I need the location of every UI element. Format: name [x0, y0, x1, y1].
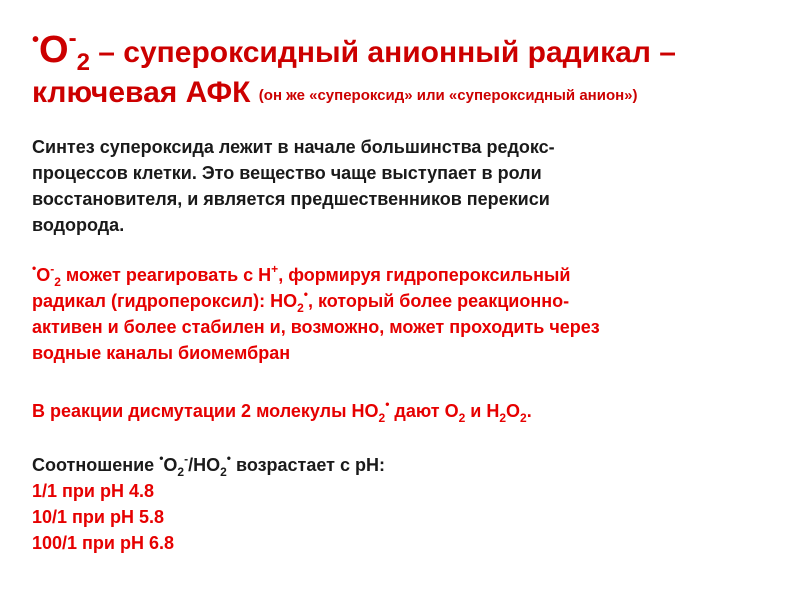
ratio-oxygen: O	[163, 455, 178, 475]
title-line2-text: ключевая АФК	[32, 76, 251, 109]
title-line-2	[32, 73, 772, 116]
p3-sub-2: 2	[458, 411, 466, 425]
paragraph-dismutation	[32, 398, 752, 424]
ratio-row: 100/1 при pH 6.8	[32, 533, 174, 553]
p2-line-2	[32, 288, 752, 314]
radical-dot: •	[226, 451, 231, 465]
p2-plus: +	[271, 262, 279, 276]
ratio-text-b: возрастает с рН:	[231, 455, 385, 475]
p3-text-c: и Н	[465, 401, 500, 421]
ratio-heading	[32, 452, 752, 478]
radical-dot: •	[32, 29, 40, 51]
p1-line-1: Синтез супероксида лежит в начале большинства редокс-	[32, 137, 555, 157]
slide-title	[32, 25, 772, 116]
p2-sub: 2	[54, 275, 61, 289]
ratio-row: 10/1 при pH 5.8	[32, 507, 164, 527]
paragraph-hydroperoxyl	[32, 262, 752, 366]
ratio-sub-2: 2	[220, 465, 227, 479]
title-line-1	[32, 25, 772, 76]
p3-text-d: О	[506, 401, 521, 421]
p2-text-b: , формируя гидропероксильный	[278, 265, 571, 285]
radical-dot: •	[32, 261, 37, 275]
title-note: (он же «супероксид» или «супероксидный анион»)	[258, 87, 638, 104]
p1-line-2: процессов клетки. Это вещество чаще выступает в роли	[32, 163, 542, 183]
ratio-row: 1/1 при pH 4.8	[32, 481, 154, 501]
p3-text-e: .	[526, 401, 532, 421]
ratio-slash: /HO	[188, 455, 221, 475]
p3-text-a: В реакции дисмутации 2 молекулы НО	[32, 401, 379, 421]
p3-sub-1: 2	[378, 411, 386, 425]
p2-text-d: , который более реакционно-	[307, 291, 570, 311]
p2-oxygen: O	[36, 265, 51, 285]
p2-text-c: радикал (гидропероксил): НО	[32, 291, 298, 311]
p2-sub-2: 2	[297, 301, 304, 315]
p1-line-3: восстановителя, и является предшественников перекиси	[32, 189, 550, 209]
ratio-text-a: Соотношение	[32, 455, 160, 475]
title-line1-text: – супероксидный анионный радикал –	[89, 36, 676, 69]
radical-dot: •	[385, 397, 390, 411]
p2-line-3: активен и более стабилен и, возможно, может проходить через	[32, 317, 600, 337]
ratio-minus: -	[184, 452, 189, 466]
radical-dot: •	[303, 287, 308, 301]
p3-text-b: дают О	[389, 401, 459, 421]
title-minus: -	[68, 25, 77, 52]
title-subscript-2: 2	[76, 49, 90, 76]
paragraph-superoxide-synthesis	[32, 134, 752, 238]
p2-line-1	[32, 262, 752, 288]
p2-text-a: может реагировать с Н	[60, 265, 272, 285]
p2-minus: -	[50, 262, 55, 276]
p2-line-4: водные каналы биомембран	[32, 343, 291, 363]
p3-sub-4: 2	[520, 411, 527, 425]
ratio-section	[32, 452, 752, 556]
radical-dot: •	[159, 451, 164, 465]
p3-line	[32, 398, 752, 424]
p1-line-4: водорода.	[32, 215, 125, 235]
p3-sub-3: 2	[499, 411, 507, 425]
title-oxygen: O	[39, 29, 69, 71]
ratio-sub-1: 2	[177, 465, 185, 479]
